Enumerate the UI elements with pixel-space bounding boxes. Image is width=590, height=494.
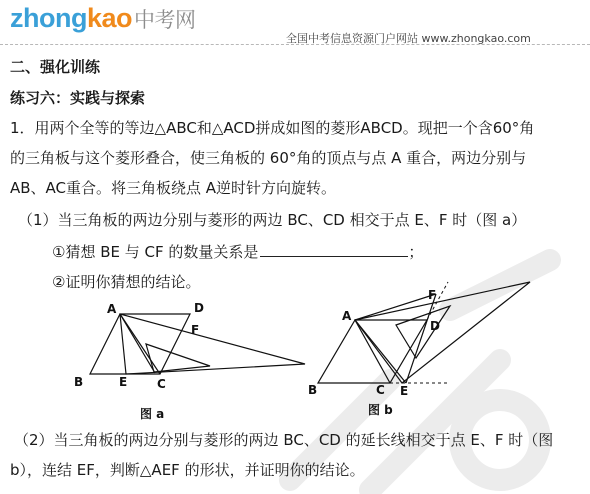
header-divider <box>0 44 590 45</box>
label-f: F <box>428 288 437 302</box>
part1-text: （1）当三角板的两边分别与菱形的两边 BC、CD 相交于点 E、F 时（图 a） <box>18 211 527 229</box>
question-1-text: ①猜想 BE 与 CF 的数量关系是 <box>52 243 259 261</box>
caption-fig-b: 图 b <box>368 403 393 417</box>
line-af <box>355 294 436 320</box>
part2-line-2: b），连结 EF，判断△AEF 的形状，并证明你的结论。 <box>10 461 365 479</box>
site-logo[interactable] <box>10 3 196 34</box>
logo-text-zhong: zhong <box>10 3 87 33</box>
answer-blank <box>260 242 408 257</box>
label-b: B <box>74 375 84 389</box>
figure-a <box>60 296 325 428</box>
site-header <box>0 0 590 44</box>
logo-text-cn: 中考网 <box>134 9 196 32</box>
label-f: F <box>191 323 200 337</box>
caption-fig-a: 图 a <box>140 407 165 421</box>
label-c: C <box>157 377 166 391</box>
label-e: E <box>400 384 409 398</box>
problem-line-1: 1．用两个全等的等边△ABC和△ACD拼成如图的菱形ABCD。现把一个含60°角 <box>10 119 535 137</box>
label-a: A <box>107 302 117 316</box>
label-a: A <box>342 309 352 323</box>
diagonal-ac <box>355 320 390 383</box>
label-d: D <box>430 319 440 333</box>
question-2: ②证明你猜想的结论。 <box>52 273 201 291</box>
problem-line-2: 的三角板与这个菱形叠合，使三角板的 60°角的顶点与点 A 重合，两边分别与 <box>10 149 527 167</box>
site-caption: 全国中考信息资源门户网站 www.zhongkao.com <box>286 32 531 45</box>
label-d: D <box>194 301 204 315</box>
problem-line-3: AB、AC重合。将三角板绕点 A逆时针方向旋转。 <box>10 179 337 197</box>
logo-text-kao: kao <box>86 3 133 33</box>
label-c: C <box>376 383 385 397</box>
figure-b <box>300 280 540 422</box>
part2-line-1: （2）当三角板的两边分别与菱形的两边 BC、CD 的延长线相交于点 E、F 时（图 <box>14 431 554 449</box>
section-title: 二、强化训练 <box>10 58 101 76</box>
label-b: B <box>308 383 318 397</box>
exercise-title: 练习六：实践与探索 <box>10 89 146 107</box>
question-1-end: ； <box>408 243 424 261</box>
question-1 <box>52 242 423 262</box>
label-e: E <box>119 375 128 389</box>
